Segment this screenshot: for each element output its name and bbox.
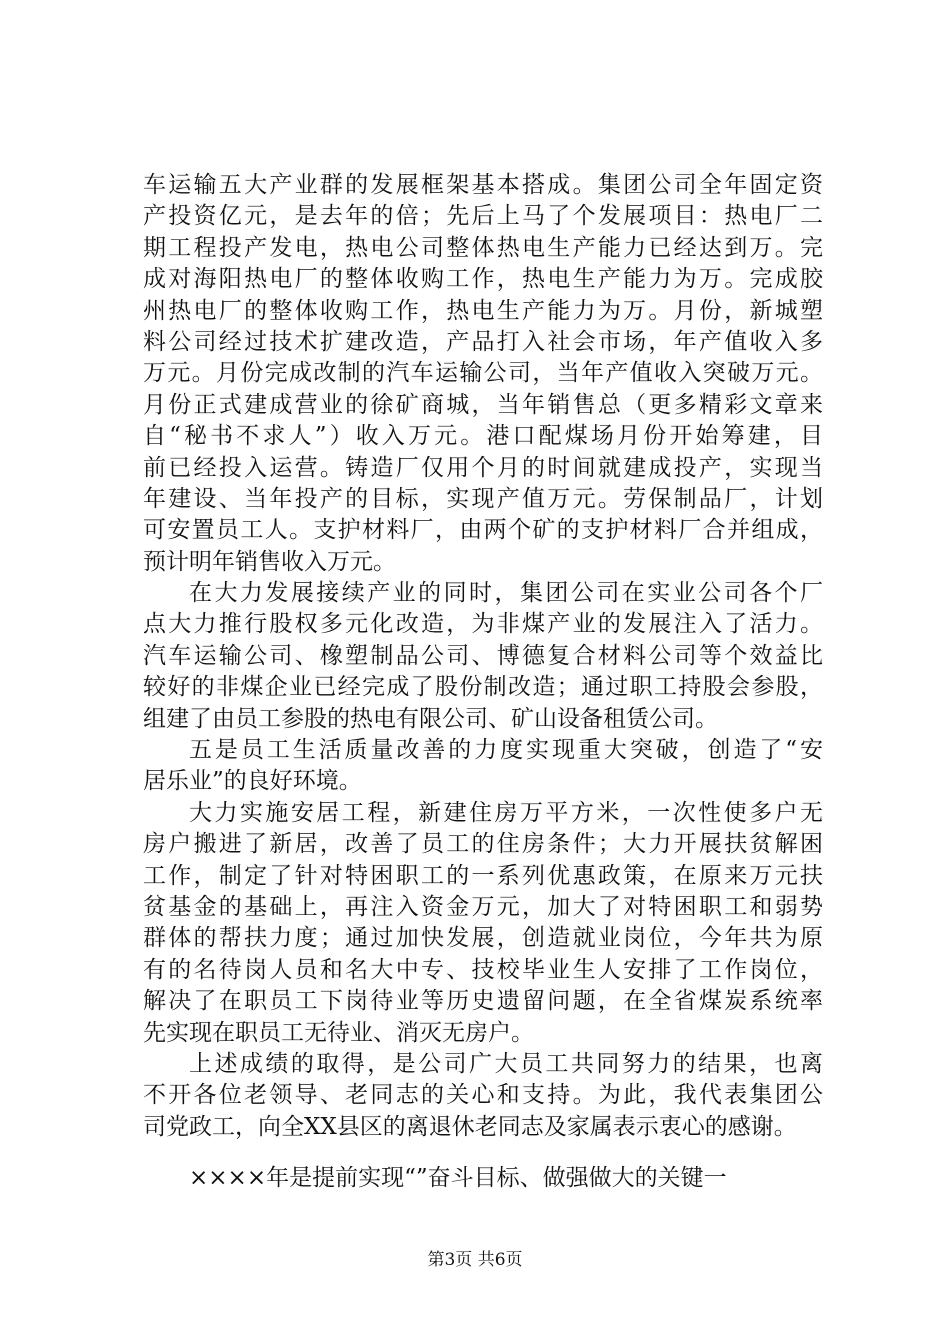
text-line: 大力实施安居工程，新建住房万平方米，一次性使多户无 [189,799,823,826]
text-line: 可安置员工人。支护材料厂，由两个矿的支护材料厂合并组成， [143,517,823,544]
text-line: 期工程投产发电，热电公司整体热电生产能力已经达到万。完 [143,234,823,261]
paragraph-p1 [143,170,823,578]
text-line: 自“秘书不求人”）收入万元。港口配煤场月份开始筹建，目 [143,423,823,450]
text-line: 有的名待岗人员和名大中专、技校毕业生人安排了工作岗位， [143,956,823,983]
text-line: 五是员工生活质量改善的力度实现重大突破，创造了“安 [189,737,823,764]
text-line: 较好的非煤企业已经完成了股份制改造；通过职工持股会参股， [143,674,823,701]
text-line: 点大力推行股权多元化改造，为非煤产业的发展注入了活力。 [143,611,823,638]
text-line: 产投资亿元，是去年的倍；先后上马了个发展项目：热电厂二 [143,203,823,230]
text-line: 前已经投入运营。铸造厂仅用个月的时间就建成投产，实现当 [143,454,823,481]
text-line: 预计明年销售收入万元。 [143,548,396,575]
text-line: 工作，制定了针对特困职工的一系列优惠政策，在原来万元扶 [143,862,823,889]
text-line: ××××年是提前实现“”奋斗目标、做强做大的关键一 [189,1165,727,1192]
text-line: 群体的帮扶力度；通过加快发展，创造就业岗位，今年共为原 [143,925,823,952]
text-line: 居乐业”的良好环境。 [143,768,362,795]
paragraph-p5 [143,1049,823,1143]
text-line: 州热电厂的整体收购工作，热电生产能力为万。月份，新城塑 [143,297,823,324]
text-line: 房户搬进了新居，改善了员工的住房条件；大力开展扶贫解困 [143,831,823,858]
text-line: 司党政工，向全XX县区的离退休老同志及家属表示衷心的感谢。 [143,1113,797,1140]
paragraph-p3 [143,735,823,798]
paragraph-p6 [143,1163,823,1194]
text-line: 汽车运输公司、橡塑制品公司、博德复合材料公司等个效益比 [143,642,823,669]
document-body [143,170,823,1195]
text-line: 成对海阳热电厂的整体收购工作，热电生产能力为万。完成胶 [143,266,823,293]
text-line: 月份正式建成营业的徐矿商城，当年销售总（更多精彩文章来 [143,391,823,418]
paragraph-p4 [143,798,823,1049]
paragraph-p2 [143,578,823,735]
page-footer: 第3页 共6页 [427,1250,523,1270]
paragraph-gap [143,1143,823,1163]
text-line: 年建设、当年投产的目标，实现产值万元。劳保制品厂，计划 [143,485,823,512]
text-line: 在大力发展接续产业的同时，集团公司在实业公司各个厂 [189,580,823,607]
text-line: 上述成绩的取得，是公司广大员工共同努力的结果，也离 [189,1050,823,1077]
text-line: 料公司经过技术扩建改造，产品打入社会市场，年产值收入多 [143,328,823,355]
text-line: 解决了在职员工下岗待业等历史遗留问题，在全省煤炭系统率 [143,988,823,1015]
text-line: 组建了由员工参股的热电有限公司、矿山设备租赁公司。 [143,705,718,732]
text-line: 车运输五大产业群的发展框架基本搭成。集团公司全年固定资 [143,172,823,198]
text-line: 贫基金的基础上，再注入资金万元，加大了对特困职工和弱势 [143,893,823,920]
text-line: 先实现在职员工无待业、消灭无房户。 [143,1019,534,1046]
text-line: 不开各位老领导、老同志的关心和支持。为此，我代表集团公 [143,1082,823,1109]
text-line: 万元。月份完成改制的汽车运输公司，当年产值收入突破万元。 [143,360,823,387]
